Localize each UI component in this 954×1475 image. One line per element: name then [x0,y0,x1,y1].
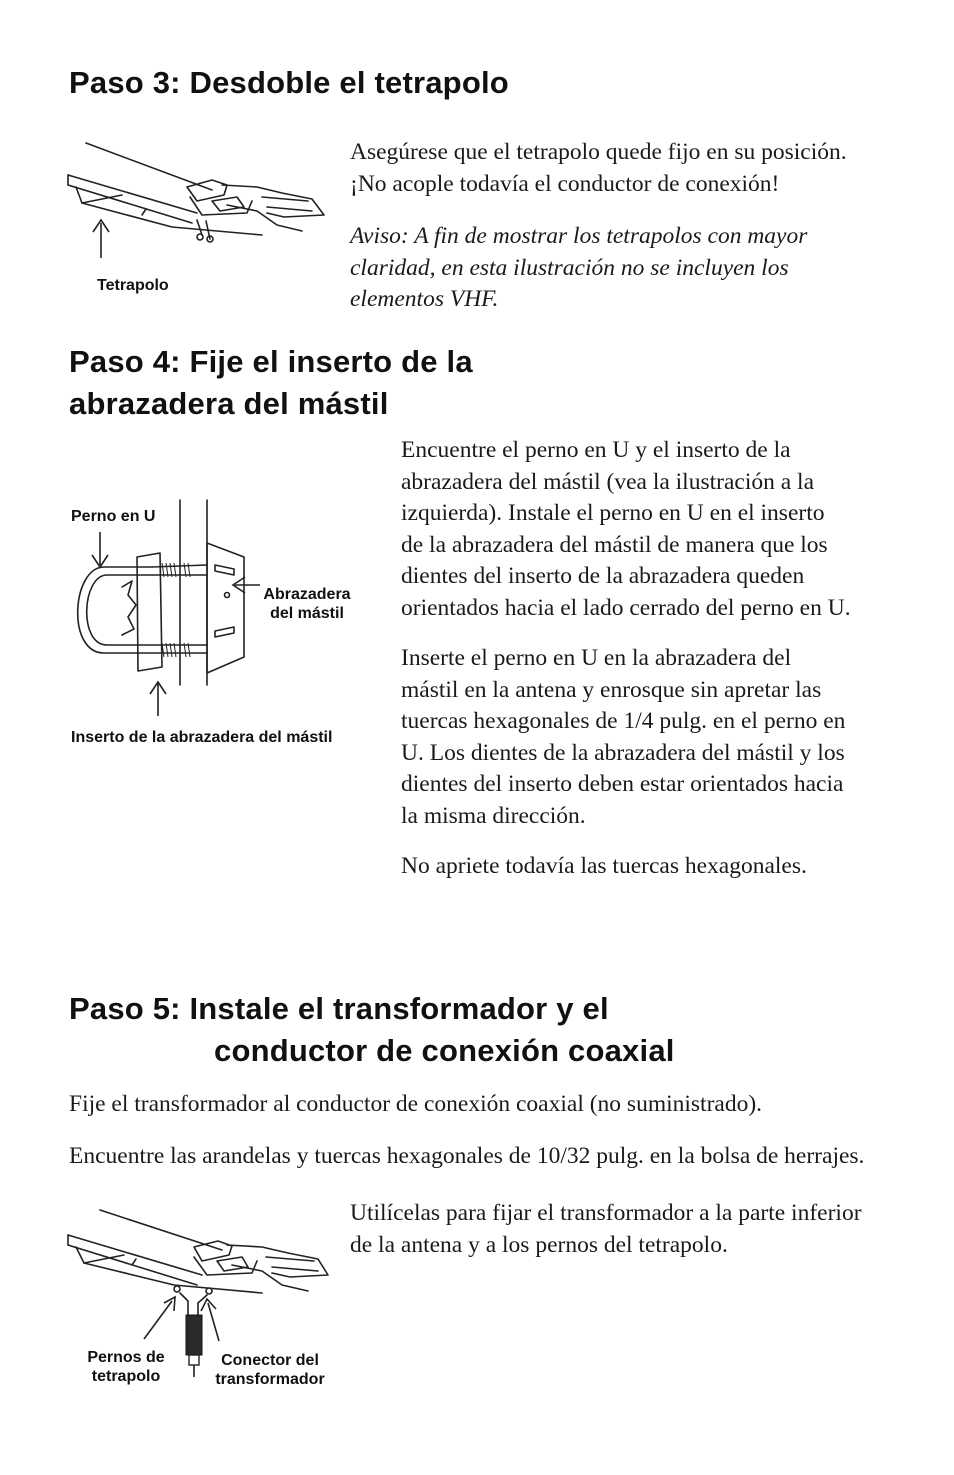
step4-p1-line: de la abrazadera del mástil de manera que los [401,531,828,558]
ubolt-label: Perno en U [71,508,156,525]
step4-p2-line: U. Los dientes de la abrazadera del mástil y los [401,739,845,766]
step3-note-line2: claridad, en esta ilustración no se incluyen los [350,254,789,281]
step4-p1-line: izquierda). Instale el perno en U en el inserto [401,500,825,526]
step5-title-line2: conductor de conexión coaxial [214,1033,675,1068]
step3-instruction-line2: ¡No acople todavía el conductor de conexión! [350,170,780,197]
clamp-label-line1: Abrazadera [263,586,351,603]
tetrapole-bolts-label [80,1348,172,1386]
step4-p2-line: la misma dirección. [401,802,586,829]
step4-paragraph-2 [401,643,845,832]
step4-title [69,341,473,425]
step4-p1-line: orientados hacia el lado cerrado del perno en U. [401,594,851,621]
step4-paragraph-1 [401,435,851,624]
bolts-label-line1: Pernos de [87,1349,165,1366]
step5-title [69,988,675,1072]
step5-paragraph-3 [350,1198,862,1261]
step5-p3-line2: de la antena y a los pernos del tetrapolo. [350,1231,728,1258]
step4-p2-line: dientes del inserto deben estar orientados hacia [401,771,844,797]
step3-title: Paso 3: Desdoble el tetrapolo [69,65,509,100]
clamp-label [258,585,356,623]
step4-p1-line: dientes del inserto de la abrazadera queden [401,563,805,589]
tetrapole-label: Tetrapolo [97,277,169,294]
insert-label: Inserto de la abrazadera del mástil [71,729,333,746]
step4-title-line1: Paso 4: Fije el inserto de la [69,344,473,379]
connector-label-line2: transformador [215,1371,325,1388]
step4-paragraph-3: No apriete todavía las tuercas hexagonales. [401,853,807,879]
step5-title-line1: Paso 5: Instale el transformador y el [69,991,609,1026]
clamp-label-line2: del mástil [270,605,344,622]
step3-note-line3: elementos VHF. [350,286,499,312]
bolts-label-line2: tetrapolo [91,1368,161,1385]
step4-p2-line: Inserte el perno en U en la abrazadera del [401,645,792,671]
step5-paragraph-1: Fije el transformador al conductor de conexión coaxial (no suministrado). [69,1091,763,1117]
step4-p1-line: Encuentre el perno en U y el inserto de la [401,437,791,463]
step3-instruction-line1: Asegúrese que el tetrapolo quede fijo en su posición. [350,139,847,165]
step5-p3-line1: Utilícelas para fijar el transformador a la parte inferior [350,1200,862,1226]
connector-label-line1: Conector del [221,1352,319,1369]
step3-note-line1: Aviso: A fin de mostrar los tetrapolos con mayor [350,223,808,249]
step3-instruction [350,137,847,200]
step4-p2-line: mástil en la antena y enrosque sin apretar las [401,676,822,703]
step3-note [350,221,807,316]
step5-paragraph-2: Encuentre las arandelas y tuercas hexagonales de 10/32 pulg. en la bolsa de herrajes. [69,1143,865,1169]
tetrapole-illustration [62,135,342,275]
step4-p1-line: abrazadera del mástil (vea la ilustración a la [401,468,814,495]
mast-clamp-illustration [62,495,262,705]
transformer-connector-label [210,1351,330,1389]
step4-title-line2: abrazadera del mástil [69,386,389,421]
step4-p2-line: tuercas hexagonales de 1/4 pulg. en el perno en [401,708,846,734]
